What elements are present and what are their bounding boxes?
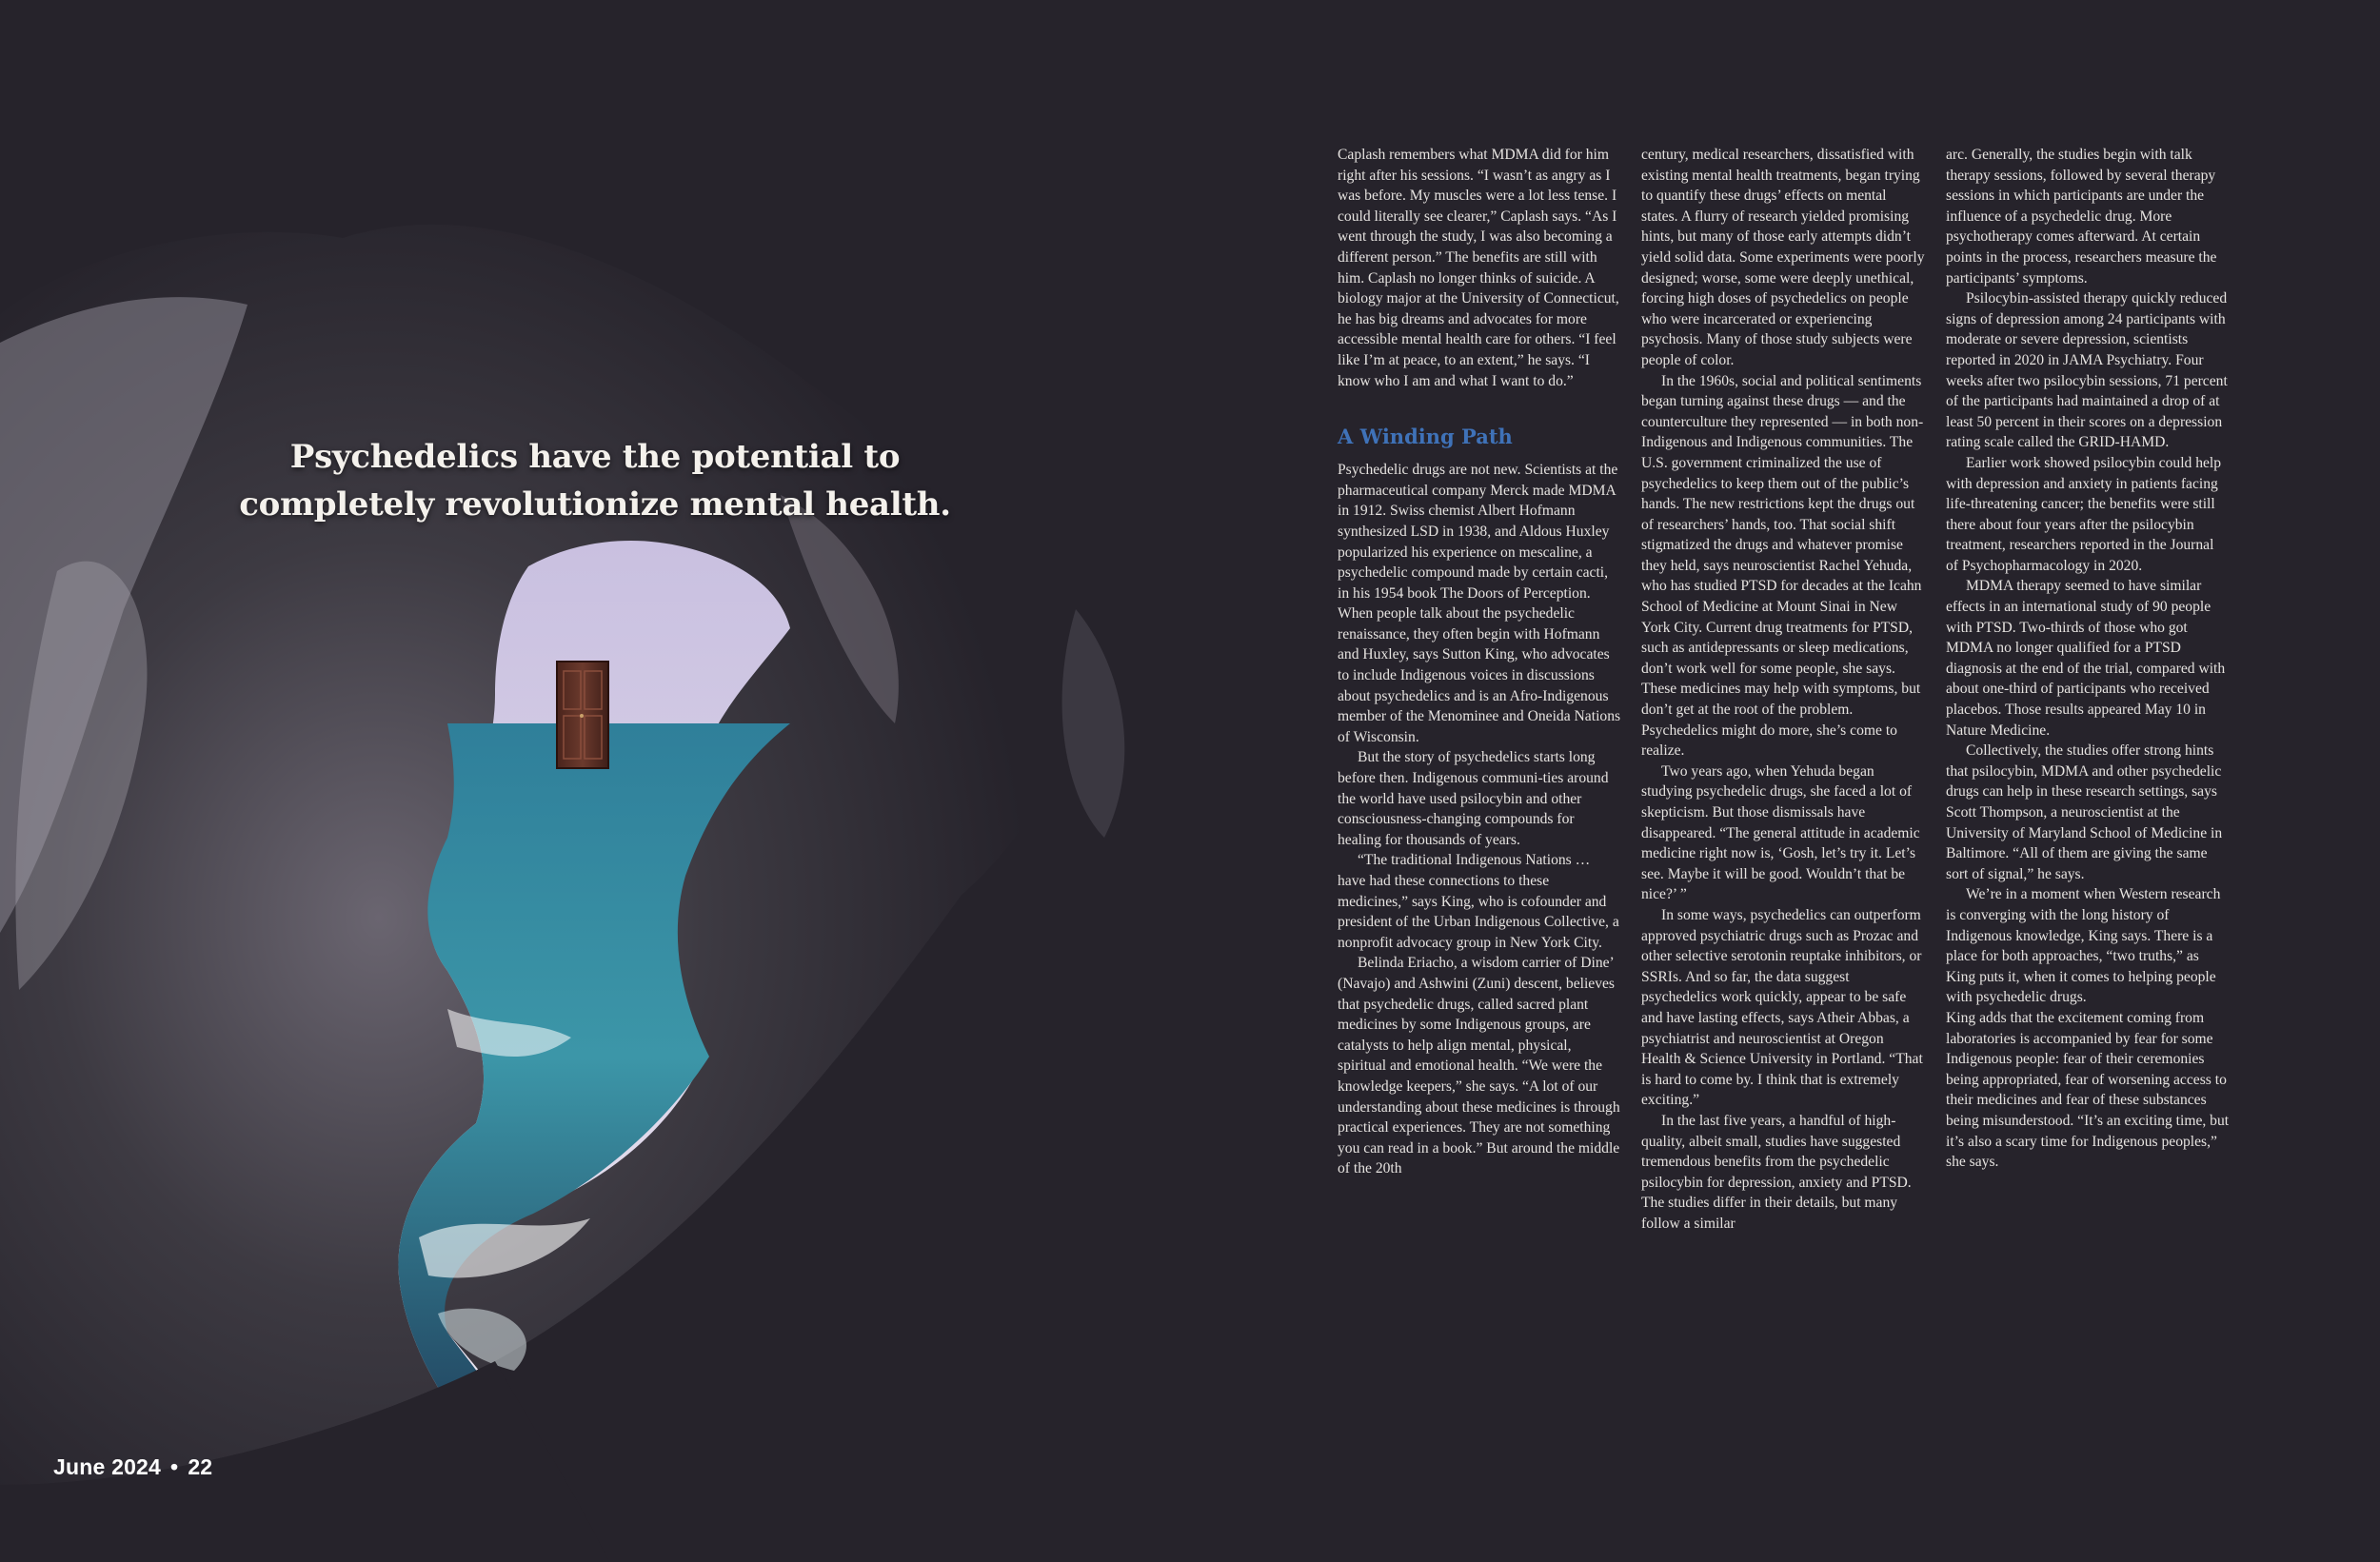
paragraph: We’re in a moment when Western research is converging with the long history of Indigenous knowledge, King says. There is a place for both approaches, “two truths,” as King puts it, when it comes to helping people with psychedelic drugs.: [1946, 886, 2221, 1006]
paragraph: Psychedelic drugs are not new. Scientists at the pharmaceutical company Merck made MDMA in 1912. Swiss chemist Albert Hofmann synthesized LSD in 1938, and Aldous Huxley popularized his experience on mescaline, a psychedelic compound made by certain cacti, in his 1954 book The Doors of Perception. When people talk about the psychedelic renaissance, they often begin with Hofmann and Huxley, says Sutton King, who advocates to include Indigenous voices in discussions about psychedelics and is an Afro-Indigenous member of the Menominee and Oneida Nations of Wisconsin.: [1338, 462, 1621, 745]
paragraph: century, medical researchers, dissatisfied with existing mental health treatments, began trying to quantify these drugs’ effects on mental states. A flurry of research yielded promising hints, but many of those early attempts didn’t yield solid data. Some experiments were poorly designed; worse, some were deeply unethical, forcing high doses of psychedelics on people who were incarcerated or experiencing psychosis. Many of those study subjects were people of color.: [1641, 147, 1925, 368]
page-folio: [53, 1454, 212, 1480]
article-column-2: [1641, 145, 1925, 1234]
door-icon: [557, 662, 608, 768]
paragraph: MDMA therapy seemed to have similar effects in an international study of 90 people with PTSD. Two-thirds of those who got MDMA no longer qualified for a PTSD diagnosis at the end of the trial, compared with about one-third of participants who received placebos. Those results appeared May 10 in Nature Medicine.: [1946, 578, 2226, 739]
paragraph: arc. Generally, the studies begin with talk therapy sessions, followed by several therapy sessions in which participants are under the influence of a psychedelic drug. More psychotherapy comes afterward. At certain points in the process, researchers measure the participants’ symptoms.: [1946, 147, 2217, 287]
paragraph: Two years ago, when Yehuda began studying psychedelic drugs, she faced a lot of skepticism. But those dismissals have disappeared. “The general attitude in academic medicine right now is, ‘Gosh, let’s try it. Let’s see. Maybe it will be good. Wouldn’t that be nice?’ ”: [1641, 762, 1920, 903]
article-column-3: [1946, 145, 2230, 1173]
paragraph: Caplash remembers what MDMA did for him right after his sessions. “I wasn’t as angry as I was before. My muscles were a lot less tense. I could literally see clearer,” Caplash says. “As I went through the study, I was also becoming a different person.” The benefits are still with him. Caplash no longer thinks of suicide. A biology major at the University of Connecticut, he has big dreams and advocates for more accessible mental health care for others. “I feel like I’m at peace, to an extent,” he says. “I know who I am and what I want to do.”: [1338, 147, 1619, 389]
article-column-1: [1338, 145, 1621, 1179]
paragraph: But the story of psychedelics starts long before then. Indigenous communi-ties around the world have used psilocybin and other consciousness-changing compounds for healing for thousands of years.: [1338, 749, 1609, 848]
paragraph: In some ways, psychedelics can outperform approved psychiatric drugs such as Prozac and other selective serotonin reuptake inhibitors, or SSRIs. And so far, the data suggest psychedelics work quickly, appear to be safe and have lasting effects, says Atheir Abbas, a psychiatrist and neuroscientist at Oregon Health & Science University in Portland. “That is hard to come by. I think that is extremely exciting.”: [1641, 906, 1923, 1109]
paragraph: In the 1960s, social and political sentiments began turning against these drugs — and the counterculture they represented — in both non-Indigenous and Indigenous communities. The U.S. government criminalized the use of psychedelics to keep them out of the public’s hands. The new restrictions kept the drugs out of researchers’ hands, too. That social shift stigmatized the drugs and whatever promise they held, says neuroscientist Rachel Yehuda, who has studied PTSD for decades at the Icahn School of Medicine at Mount Sinai in New York City. Current drug treatments for PTSD, such as antidepressants or sleep medications, don’t work well for some people, she says. These medicines may help with symptoms, but don’t get at the root of the problem. Psychedelics might do more, she’s come to realize.: [1641, 372, 1924, 760]
paragraph: “The traditional Indigenous Nations … have had these connections to these medicines,” says King, who is cofounder and president of the Urban Indigenous Collective, a nonprofit advocacy group in New York City.: [1338, 852, 1619, 951]
paragraph: In the last five years, a handful of high-quality, albeit small, studies have suggested tremendous benefits from the psychedelic psilocybin for depression, anxiety and PTSD. The studies differ in their details, but many follow a similar: [1641, 1112, 1912, 1232]
issue-date: June 2024: [53, 1454, 162, 1479]
page-number: 22: [188, 1454, 213, 1479]
paragraph: Belinda Eriacho, a wisdom carrier of Dine’ (Navajo) and Ashwini (Zuni) descent, believes that psychedelic drugs, called sacred plant medicines by some Indigenous groups, are catalysts to help align mental, physical, spiritual and emotional health. “We were the knowledge keepers,” she says. “A lot of our understanding about these medicines is through practical experiences. They are not something you can read in a book.” But around the middle of the 20th: [1338, 955, 1620, 1177]
paragraph: Collectively, the studies offer strong hints that psilocybin, MDMA and other psychedelic drugs can help in these research settings, says Scott Thompson, a neuroscientist at the University of Maryland School of Medicine in Baltimore. “All of them are giving the same sort of signal,” he says.: [1946, 742, 2223, 882]
pull-quote: Psychedelics have the potential to completely revolutionize mental health.: [239, 438, 951, 524]
paragraph: King adds that the excitement coming from laboratories is accompanied by fear for some Indigenous people: fear of their ceremonies being appropriated, fear of worsening access to their medicines and fear of these substances being misunderstood. “It’s an exciting time, but it’s also a scary time for Indigenous peoples,” she says.: [1946, 1009, 2230, 1171]
paragraph: Earlier work showed psilocybin could help with depression and anxiety in patients facing life-threatening cancer; the benefits were still there about four years after the psilocybin treatment, researchers reported in the Journal of Psychopharmacology in 2020.: [1946, 454, 2222, 574]
section-heading: A Winding Path: [1338, 425, 1513, 449]
paragraph: Psilocybin-assisted therapy quickly reduced signs of depression among 24 participants with moderate or severe depression, scientists reported in 2020 in JAMA Psychiatry. Four weeks after two psilocybin sessions, 71 percent of the participants had maintained a drop of at least 50 percent in their scores on a depression rating scale called the GRID-HAMD.: [1946, 290, 2228, 451]
folio-separator: •: [170, 1454, 179, 1479]
